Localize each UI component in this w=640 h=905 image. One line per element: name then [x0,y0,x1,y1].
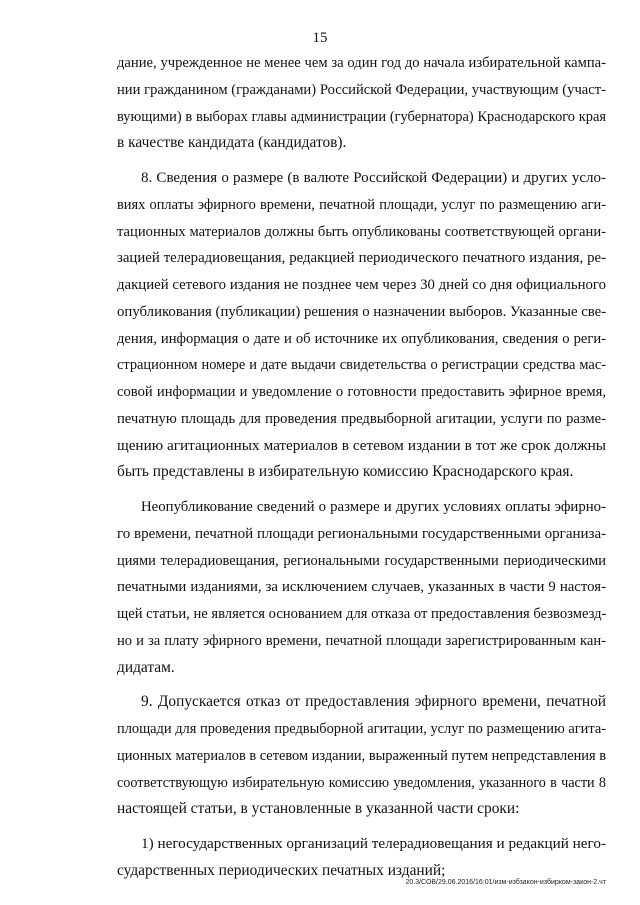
paragraph [117,50,606,157]
text-line: дакцией сетевого издания не позднее чем через 30 дней со дня официального [117,277,606,293]
paragraph [117,165,606,486]
text-line: настоящей статьи, в установленные в указанной части сроки: [117,800,520,818]
text-line: опубликования (публикации) решения о назначении выборов. Указанные све- [117,303,607,320]
text-line: соответствующую избирательную комиссию уведомления, указанного в части 8 [117,774,606,791]
text-line: дидатам. [117,658,175,676]
page-number: 15 [312,30,328,46]
text-line: Неопубликование сведений о размере и других условиях оплаты эфирно- [141,499,606,515]
text-line: страционном номере и дате выдачи свидетельства о регистрации средства мас- [117,357,606,374]
text-line: дения, информация о дате и об источнике их опубликования, сведения о реги- [117,330,606,347]
text-line: 8. Сведения о размере (в валюте Российской Федерации) и других усло- [141,170,606,186]
text-line: зацией телерадиовещания, редакцией периодического печатного издания, ре- [117,250,606,267]
text-line: циями телерадиовещания, региональными государственными периодическими [117,552,606,569]
text-line: печатными изданиями, за исключением случаев, указанных в части 9 настоя- [117,579,606,596]
text-line: сударственных периодических печатных изданий; [117,861,446,879]
paragraph [117,494,606,681]
text-line: го времени, печатной площади региональными государственными организа- [117,525,607,542]
text-line: тационных материалов должны быть опубликованы соответствующей органи- [117,223,606,240]
paragraph [117,831,606,885]
text-line: быть представлены в избирательную комиссию Краснодарского края. [117,463,574,481]
footer-file-stamp: 20.3/СОВ/29.06.2016/16:01/изм-избзакон-избирком-закон-2.чт [405,879,606,886]
text-line: виях оплаты эфирного времени, печатной площади, услуг по размещению аги- [117,196,606,213]
text-line: щей статьи, не является основанием для отказа от предоставления безвозмезд- [117,606,607,622]
text-line: 1) негосударственных организаций телерадиовещания и редакций него- [141,835,606,852]
text-line: в качестве кандидата (кандидатов). [117,134,347,152]
text-line: щению агитационных материалов в сетевом издании в тот же срок должны [117,436,606,454]
text-line: но и за плату эфирного времени, печатной площади зарегистрированным кан- [117,632,606,649]
text-line: вующими) в выборах главы администрации (губернатора) Краснодарского края [117,108,606,125]
text-line: совой информации и уведомление о готовности предоставить эфирное время, [117,384,606,400]
text-line: площади для проведения предвыборной агитации, услуг по размещению агита- [117,721,606,737]
text-line: 9. Допускается отказ от предоставления эфирного времени, печатной [141,693,606,711]
text-line: дание, учрежденное не менее чем за один год до начала избирательной кампа- [117,55,606,71]
body-text [117,50,606,885]
text-line: печатную площадь для проведения предвыборной агитации, услуги по разме- [117,410,606,427]
text-line: нии гражданином (гражданами) Российской Федерации, участвующим (участ- [117,81,606,98]
text-line: ционных материалов в сетевом издании, выраженный путем непредставления в [117,747,606,764]
paragraph [117,689,606,823]
